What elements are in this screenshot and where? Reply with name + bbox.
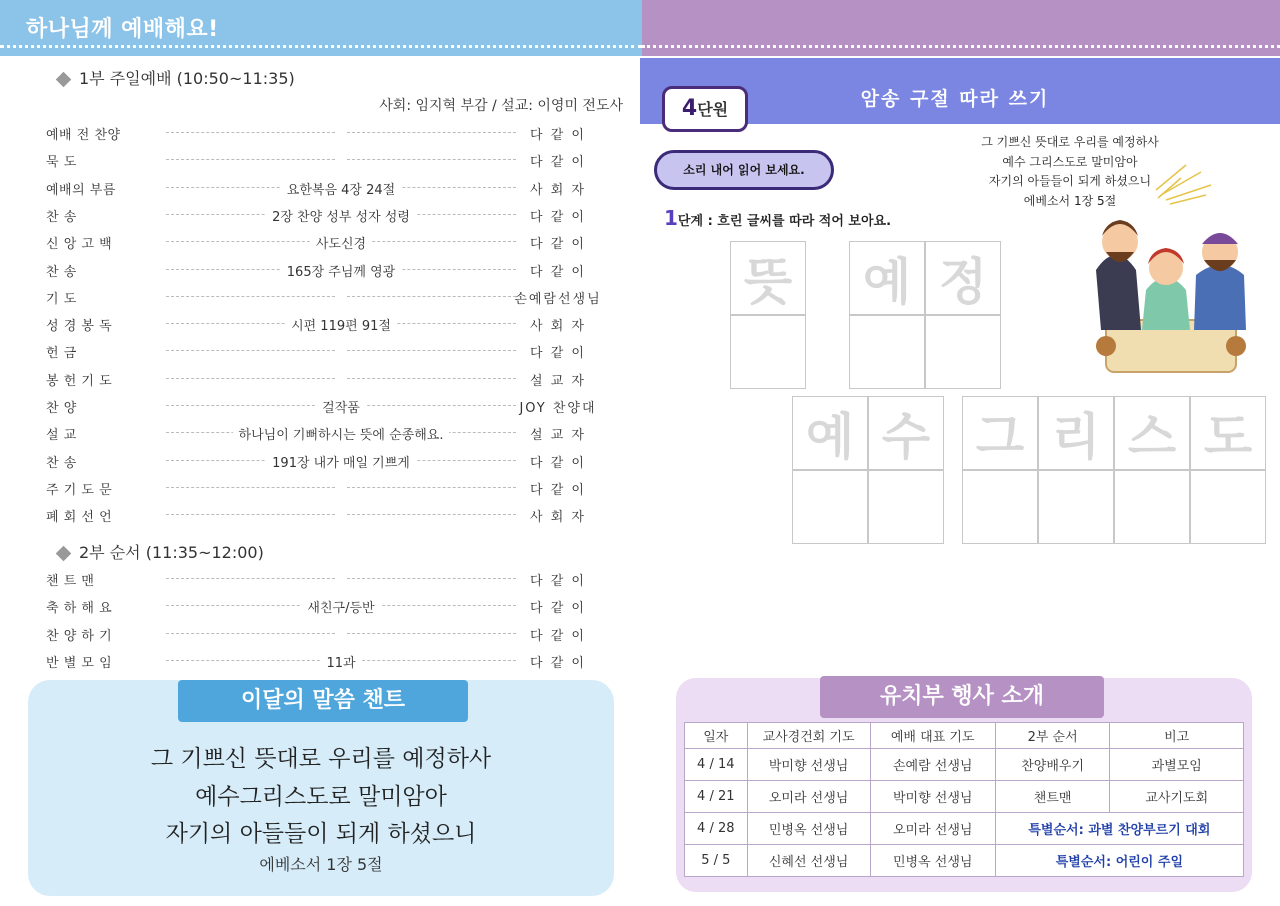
officiant-info: 사회: 임지혁 부감 / 설교: 이영미 전도사 [379, 98, 623, 114]
order-item-content [166, 288, 516, 303]
writing-cell[interactable] [1038, 470, 1114, 544]
order-item-content [166, 506, 516, 521]
diamond-bullet-icon [56, 546, 72, 562]
writing-cell[interactable] [849, 315, 925, 389]
order-row [46, 284, 606, 310]
table-cell: 4 / 28 [685, 813, 748, 845]
verse-line: 예수 그리스도로 말미암아 [1002, 154, 1138, 169]
banner-dotted-line [0, 45, 642, 48]
table-header-row [685, 723, 1244, 749]
trace-glyph-cell: 예 [849, 241, 925, 315]
verse-reference: 에베소서 1장 5절 [1023, 193, 1117, 208]
table-cell: 박미향 선생님 [747, 749, 870, 781]
order-item-content [166, 570, 516, 585]
chant-line: 그 기쁘신 뜻대로 우리를 예정하사 [150, 746, 492, 772]
column-header: 2부 순서 [995, 723, 1110, 749]
table-row [685, 813, 1244, 845]
order-content-text: 걸작품 [316, 401, 366, 416]
order-row [46, 648, 606, 674]
order-item-content [166, 124, 516, 139]
order-item-person: JOY 찬양대 [519, 401, 597, 416]
order-item-person: 다 같 이 [530, 482, 586, 498]
column-header: 교사경건회 기도 [747, 723, 870, 749]
unit-badge [662, 86, 748, 132]
order-item-person: 다 같 이 [530, 128, 586, 143]
table-cell: 4 / 14 [685, 749, 748, 781]
table-cell: 신혜선 선생님 [747, 845, 870, 877]
right-banner [642, 0, 1280, 56]
order-row [46, 566, 606, 592]
writing-cell[interactable] [1114, 470, 1190, 544]
order-row [46, 175, 606, 201]
page-title: 하나님께 예배해요! [26, 17, 219, 42]
order-content-text [335, 506, 347, 521]
trace-glyph-cell: 스 [1114, 396, 1190, 470]
writing-cell[interactable] [925, 315, 1001, 389]
part2-heading [58, 540, 264, 563]
unit-label: 단원 [697, 100, 729, 119]
writing-cell[interactable] [868, 470, 944, 544]
order-content-text [335, 479, 347, 494]
order-content-text [335, 151, 347, 166]
order-item-person: 사 회 자 [530, 182, 586, 198]
order-row [46, 420, 606, 446]
order-item-person: 설 교 자 [530, 373, 586, 389]
order-item-label: 성 경 봉 독 [46, 319, 113, 335]
unit-number: 4 [681, 96, 698, 121]
order-item-label: 봉 헌 기 도 [46, 373, 113, 389]
order-item-label: 예배 전 찬양 [46, 128, 121, 143]
step-text: 단계 : 흐린 글씨를 따라 적어 보아요. [677, 214, 892, 229]
order-row [46, 393, 606, 419]
column-header: 비고 [1110, 723, 1244, 749]
order-content-text: 요한복음 4장 24절 [281, 183, 401, 198]
table-cell: 손예람 선생님 [870, 749, 995, 781]
table-cell: 4 / 21 [685, 781, 748, 813]
trace-glyph-cell: 리 [1038, 396, 1114, 470]
order-item-content [166, 625, 516, 640]
writing-cell[interactable] [730, 315, 806, 389]
order-row [46, 257, 606, 283]
chant-title: 이달의 말씀 챈트 [178, 680, 468, 722]
order-content-text: 165장 주님께 영광 [281, 265, 401, 280]
order-item-person: 다 같 이 [530, 455, 586, 471]
table-cell: 5 / 5 [685, 845, 748, 877]
order-item-person: 다 같 이 [530, 574, 586, 589]
events-table [684, 722, 1244, 877]
order-content-text: 191장 내가 매일 기쁘게 [266, 456, 416, 471]
verse-line: 그 기쁘신 뜻대로 우리를 예정하사 [981, 135, 1159, 149]
bible-characters-illustration [1086, 160, 1256, 390]
chant-line: 자기의 아들들이 되게 하셨으니 [165, 821, 477, 847]
table-cell: 과별모임 [1110, 749, 1244, 781]
order-item-label: 헌 금 [46, 346, 77, 362]
order-row [46, 120, 606, 146]
banner-dotted-line [642, 45, 1280, 48]
column-header: 일자 [685, 723, 748, 749]
verse-header-title: 암송 구절 따라 쓰기 [860, 88, 1050, 110]
order-item-content [166, 479, 516, 494]
trace-glyph-cell: 예 [792, 396, 868, 470]
order-content-text [335, 370, 347, 385]
order-item-label: 찬 송 [46, 209, 77, 225]
table-cell: 찬양배우기 [995, 749, 1110, 781]
order-row [46, 202, 606, 228]
order-item-label: 주 기 도 문 [46, 482, 113, 498]
special-program-cell: 특별순서: 어린이 주일 [995, 845, 1243, 877]
order-row [46, 448, 606, 474]
column-header: 예배 대표 기도 [870, 723, 995, 749]
writing-cell[interactable] [1190, 470, 1266, 544]
order-item-person: 다 같 이 [530, 264, 586, 280]
order-row [46, 621, 606, 647]
table-cell: 챈트맨 [995, 781, 1110, 813]
verse-line: 자기의 아들들이 되게 하셨으니 [988, 174, 1152, 188]
order-content-text [335, 124, 347, 139]
order-item-label: 묵 도 [46, 155, 77, 171]
order-content-text: 사도신경 [310, 237, 372, 252]
chant-line: 예수그리스도로 말미암아 [195, 784, 447, 810]
table-cell: 교사기도회 [1110, 781, 1244, 813]
order-item-label: 찬 송 [46, 264, 77, 280]
trace-glyph-cell: 수 [868, 396, 944, 470]
part1-heading-text: 1부 주일예배 (10:50~11:35) [79, 69, 295, 88]
order-row [46, 502, 606, 528]
step-instruction [664, 206, 891, 230]
order-item-content [166, 261, 516, 280]
order-item-label: 찬 양 하 기 [46, 628, 113, 644]
order-item-label: 찬 양 [46, 401, 77, 416]
table-cell: 오미라 선생님 [870, 813, 995, 845]
order-content-text [335, 570, 347, 585]
read-aloud-label: 소리 내어 읽어 보세요. [654, 150, 834, 190]
order-item-person: 사 회 자 [530, 510, 586, 526]
order-row [46, 311, 606, 337]
order-item-label: 찬 송 [46, 455, 77, 471]
order-content-text: 새친구/등반 [301, 601, 380, 616]
writing-cell[interactable] [792, 470, 868, 544]
part2-heading-text: 2부 순서 (11:35~12:00) [79, 543, 264, 562]
order-content-text [335, 625, 347, 640]
part1-heading [58, 66, 295, 89]
table-cell: 박미향 선생님 [870, 781, 995, 813]
order-item-content [166, 179, 516, 198]
sparkle-icon [1156, 165, 1211, 204]
order-item-label: 폐 회 선 언 [46, 510, 113, 526]
order-item-content [166, 206, 516, 225]
order-item-label: 신 앙 고 백 [46, 237, 113, 253]
order-row [46, 338, 606, 364]
table-cell: 민병옥 선생님 [747, 813, 870, 845]
events-title: 유치부 행사 소개 [820, 676, 1104, 718]
order-row [46, 366, 606, 392]
order-item-person: 설 교 자 [530, 428, 586, 444]
order-item-content [166, 452, 516, 471]
order-row [46, 593, 606, 619]
diamond-bullet-icon [56, 72, 72, 88]
order-item-content [166, 370, 516, 385]
order-item-content [166, 652, 516, 671]
order-row [46, 475, 606, 501]
order-item-label: 축 하 해 요 [46, 601, 113, 617]
table-row [685, 749, 1244, 781]
table-cell: 오미라 선생님 [747, 781, 870, 813]
order-item-person: 손예람선생님 [514, 291, 602, 307]
order-item-label: 기 도 [46, 291, 77, 307]
order-item-label: 챈 트 맨 [46, 574, 95, 589]
order-content-text: 2장 찬양 성부 성자 성령 [266, 210, 416, 225]
trace-glyph-cell: 뜻 [730, 241, 806, 315]
order-item-content [166, 342, 516, 357]
order-content-text: 시편 119편 91절 [285, 319, 397, 334]
order-item-person: 다 같 이 [530, 655, 586, 671]
order-item-content [166, 151, 516, 166]
trace-glyph-cell: 도 [1190, 396, 1266, 470]
chant-reference: 에베소서 1장 5절 [259, 855, 383, 874]
order-item-content [166, 397, 516, 416]
order-item-content [166, 597, 516, 616]
writing-cell[interactable] [962, 470, 1038, 544]
order-item-person: 사 회 자 [530, 319, 586, 335]
order-content-text [335, 342, 347, 357]
order-item-person: 다 같 이 [530, 601, 586, 617]
table-row [685, 845, 1244, 877]
order-item-label: 반 별 모 임 [46, 655, 113, 671]
order-content-text: 11과 [320, 656, 361, 671]
order-item-label: 예배의 부름 [46, 182, 116, 198]
order-row [46, 229, 606, 255]
trace-glyph-cell: 정 [925, 241, 1001, 315]
order-item-person: 다 같 이 [530, 237, 586, 253]
order-content-text [335, 288, 347, 303]
step-number: 1 [664, 206, 678, 230]
order-item-content [166, 233, 516, 252]
table-row [685, 781, 1244, 813]
order-item-content [166, 315, 516, 334]
table-cell: 민병옥 선생님 [870, 845, 995, 877]
trace-glyph-cell: 그 [962, 396, 1038, 470]
order-item-content [166, 424, 516, 443]
order-item-label: 설 교 [46, 428, 77, 444]
order-row [46, 147, 606, 173]
order-content-text: 하나님이 기뻐하시는 뜻에 순종해요. [233, 428, 450, 443]
order-item-person: 다 같 이 [530, 209, 586, 225]
order-item-person: 다 같 이 [530, 346, 586, 362]
order-item-person: 다 같 이 [530, 628, 586, 644]
special-program-cell: 특별순서: 과별 찬양부르기 대회 [995, 813, 1243, 845]
order-item-person: 다 같 이 [530, 155, 586, 171]
